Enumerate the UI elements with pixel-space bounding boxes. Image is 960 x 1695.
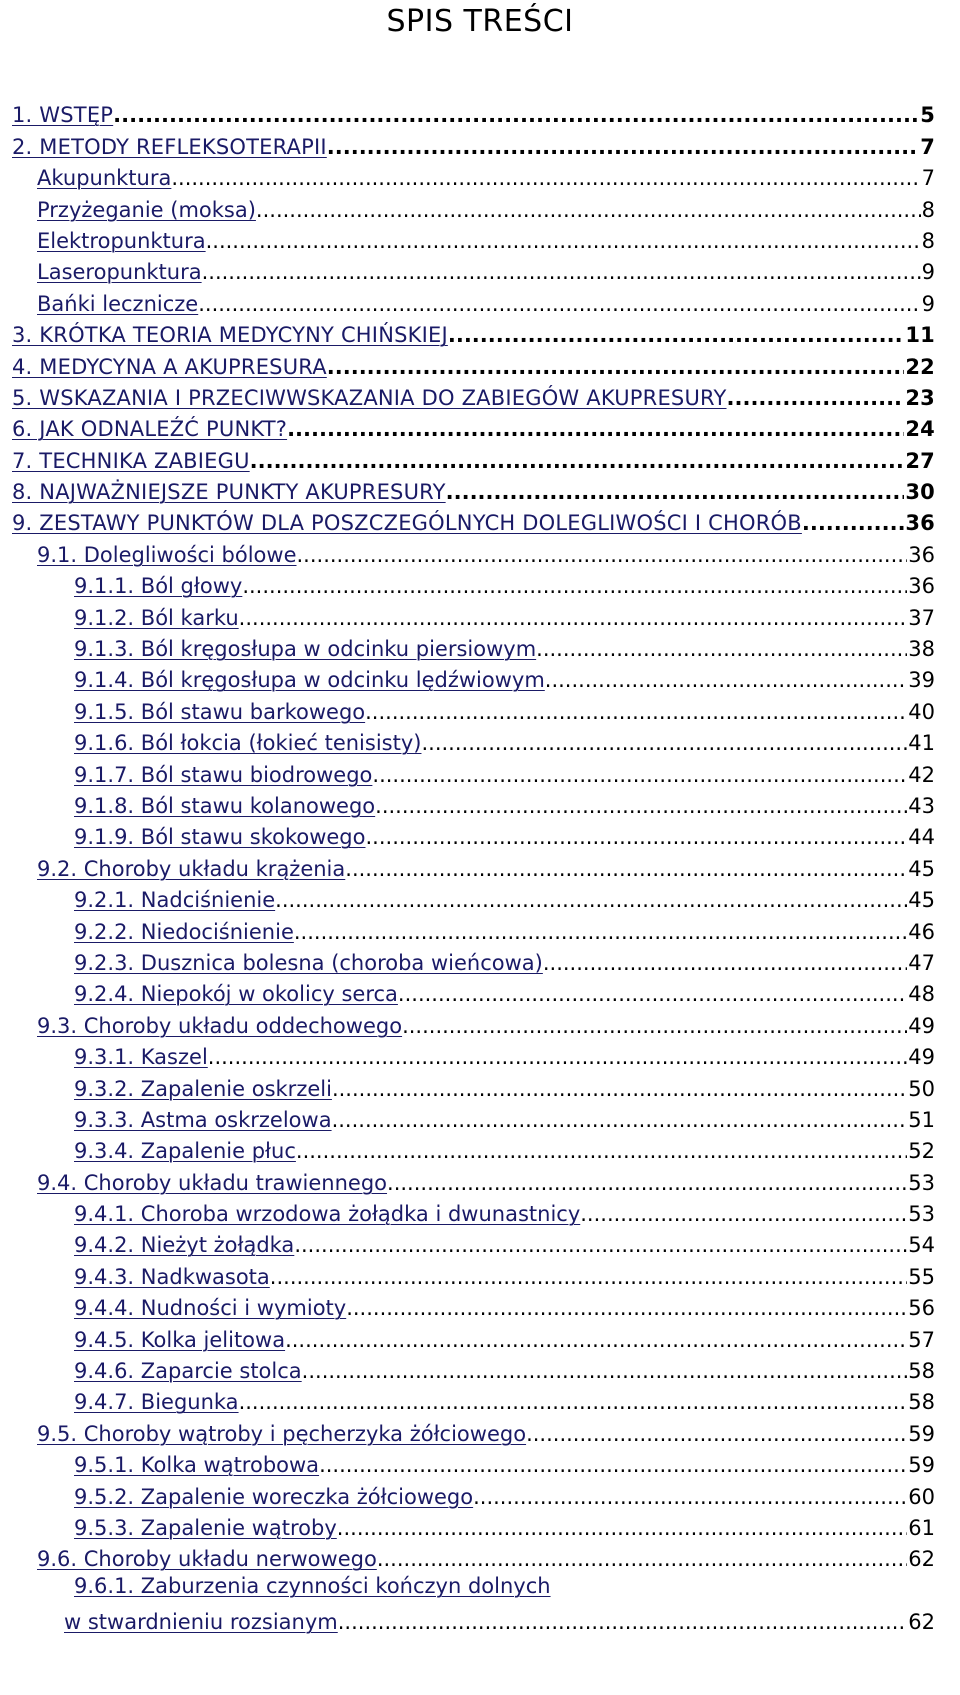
toc-link[interactable]: 9.6. Choroby układu nerwowego xyxy=(37,1547,377,1572)
toc-page-number: 45 xyxy=(908,888,935,913)
toc-page-number: 57 xyxy=(908,1327,935,1352)
toc-leader-dots xyxy=(346,1296,907,1320)
toc-page-number: 23 xyxy=(905,385,935,410)
toc-page-number: 41 xyxy=(908,731,935,756)
toc-entry-9-5-2[interactable] xyxy=(0,1477,960,1508)
toc-page-number: 62 xyxy=(908,1610,935,1635)
toc-page-number: 48 xyxy=(908,982,935,1007)
toc-leader-dots xyxy=(332,1108,908,1132)
toc-page-number: 60 xyxy=(908,1484,935,1509)
toc-entry-9-4-1[interactable] xyxy=(0,1195,960,1226)
toc-leader-dots xyxy=(727,386,905,410)
toc-page-number: 22 xyxy=(905,354,935,379)
toc-page-number: 39 xyxy=(908,668,935,693)
toc-page-number: 56 xyxy=(908,1296,935,1321)
toc-link[interactable]: 9.5.3. Zapalenie wątroby xyxy=(74,1515,337,1540)
toc-link[interactable]: 9.1.3. Ból kręgosłupa w odcinku piersiowym xyxy=(74,637,537,662)
toc-page-number: 7 xyxy=(920,134,935,159)
toc-entry-9-2-1[interactable] xyxy=(0,881,960,912)
toc-entry-9-6[interactable] xyxy=(0,1540,960,1571)
toc-entry-9-2[interactable] xyxy=(0,849,960,880)
toc-link[interactable]: 9. ZESTAWY PUNKTÓW DLA POSZCZEGÓLNYCH DOLEGLIWOŚCI I CHORÓB xyxy=(12,511,802,536)
toc-link[interactable]: 9.2.1. Nadciśnienie xyxy=(74,888,276,913)
toc-entry-9-2-4[interactable] xyxy=(0,975,960,1006)
toc-link[interactable]: 9.1.6. Ból łokcia (łokieć tenisisty) xyxy=(74,731,422,756)
toc-leader-dots xyxy=(171,166,920,190)
toc-link[interactable]: 9.2.2. Niedociśnienie xyxy=(74,919,294,944)
toc-page-number: 36 xyxy=(908,542,935,567)
toc-leader-dots xyxy=(206,229,921,253)
toc-page-number: 59 xyxy=(908,1453,935,1478)
toc-page-number: 61 xyxy=(908,1515,935,1540)
toc-leader-dots xyxy=(580,1202,907,1226)
toc-page-number: 43 xyxy=(908,793,935,818)
toc-page-number: 58 xyxy=(908,1359,935,1384)
toc-page-number: 51 xyxy=(908,1107,935,1132)
toc-entry-9-5-1[interactable] xyxy=(0,1446,960,1477)
toc-leader-dots xyxy=(198,292,920,316)
toc-entry-zestawy[interactable] xyxy=(0,504,960,535)
toc-page-number: 38 xyxy=(908,637,935,662)
toc-entry-technika[interactable] xyxy=(0,441,960,472)
toc-page-number: 54 xyxy=(908,1233,935,1258)
toc-leader-dots xyxy=(545,668,907,692)
toc-link[interactable]: 9.4. Choroby układu trawiennego xyxy=(37,1170,388,1195)
toc-leader-dots xyxy=(387,1171,907,1195)
toc-entry-9-1-3[interactable] xyxy=(0,630,960,661)
toc-entry-laseropunktura[interactable] xyxy=(0,253,960,284)
toc-page-number: 46 xyxy=(908,919,935,944)
toc-leader-dots xyxy=(337,1516,907,1540)
toc-leader-dots xyxy=(526,1422,907,1446)
toc-link[interactable]: Bańki lecznicze xyxy=(37,291,199,316)
toc-leader-dots xyxy=(327,355,905,379)
toc-entry-9-1-7[interactable] xyxy=(0,755,960,786)
toc-page-number: 59 xyxy=(908,1421,935,1446)
toc-link[interactable]: 9.3.3. Astma oskrzelowa xyxy=(74,1107,332,1132)
toc-link[interactable]: 2. METODY REFLEKSOTERAPII xyxy=(12,134,327,159)
toc-leader-dots xyxy=(239,606,908,630)
page-title: SPIS TREŚCI xyxy=(386,4,574,39)
toc-leader-dots xyxy=(285,1328,907,1352)
toc-link[interactable]: 3. KRÓTKA TEORIA MEDYCYNY CHIŃSKIEJ xyxy=(12,323,448,348)
toc-leader-dots xyxy=(421,731,907,755)
toc-link[interactable]: 9.4.1. Choroba wrzodowa żołądka i dwunastnicy xyxy=(74,1202,581,1227)
toc-leader-dots xyxy=(372,763,907,787)
toc-page-number: 55 xyxy=(908,1264,935,1289)
toc-page-number: 58 xyxy=(908,1390,935,1415)
toc-page-number: 62 xyxy=(908,1547,935,1572)
toc-leader-dots xyxy=(448,323,905,347)
toc-leader-dots xyxy=(345,857,907,881)
table-of-contents xyxy=(0,96,960,1634)
toc-leader-dots xyxy=(297,543,908,567)
toc-entry-najwazniejsze[interactable] xyxy=(0,473,960,504)
toc-link[interactable]: 9.4.7. Biegunka xyxy=(74,1390,239,1415)
toc-entry-banki[interactable] xyxy=(0,284,960,315)
toc-leader-dots xyxy=(302,1359,908,1383)
toc-entry-9-3-2[interactable] xyxy=(0,1069,960,1100)
toc-page-number: 24 xyxy=(905,417,935,442)
toc-entry-wstep[interactable] xyxy=(0,96,960,127)
toc-link[interactable]: 9.1.5. Ból stawu barkowego xyxy=(74,699,366,724)
toc-link[interactable]: 9.2.3. Dusznica bolesna (choroba wieńcowa) xyxy=(74,950,543,975)
toc-entry-9-5-3[interactable] xyxy=(0,1509,960,1540)
toc-page-number: 40 xyxy=(908,699,935,724)
toc-link[interactable]: 9.1.9. Ból stawu skokowego xyxy=(74,825,366,850)
toc-entry-9-1-4[interactable] xyxy=(0,661,960,692)
toc-link[interactable]: 9.1.2. Ból karku xyxy=(74,605,239,630)
toc-entry-9-1-1[interactable] xyxy=(0,567,960,598)
toc-leader-dots xyxy=(543,951,907,975)
toc-leader-dots xyxy=(365,700,907,724)
toc-entry-9-2-3[interactable] xyxy=(0,944,960,975)
toc-link[interactable]: 9.3.2. Zapalenie oskrzeli xyxy=(74,1076,332,1101)
toc-link[interactable]: Przyżeganie (moksa) xyxy=(37,197,256,222)
toc-entry-9-4-6[interactable] xyxy=(0,1352,960,1383)
toc-link[interactable]: 9.4.6. Zaparcie stolca xyxy=(74,1359,302,1384)
toc-link[interactable]: 9.4.3. Nadkwasota xyxy=(74,1264,270,1289)
toc-leader-dots xyxy=(402,1014,907,1038)
toc-link[interactable]: 9.1.8. Ból stawu kolanowego xyxy=(74,793,376,818)
toc-leader-dots xyxy=(332,1077,907,1101)
toc-entry-akupunktura[interactable] xyxy=(0,159,960,190)
toc-link[interactable]: 9.3.1. Kaszel xyxy=(74,1045,208,1070)
toc-leader-dots xyxy=(536,637,907,661)
toc-entry-9-1-2[interactable] xyxy=(0,598,960,629)
toc-page-number: 42 xyxy=(908,762,935,787)
toc-leader-dots xyxy=(802,511,905,535)
toc-entry-9-3-3[interactable] xyxy=(0,1101,960,1132)
toc-entry-9-4[interactable] xyxy=(0,1163,960,1194)
toc-entry-medycyna[interactable] xyxy=(0,347,960,378)
toc-leader-dots xyxy=(377,1547,907,1571)
toc-link[interactable]: 9.2. Choroby układu krążenia xyxy=(37,856,346,881)
toc-page-number: 27 xyxy=(905,448,935,473)
toc-entry-9-4-3[interactable] xyxy=(0,1257,960,1288)
toc-leader-dots xyxy=(338,1610,908,1634)
toc-page-number: 52 xyxy=(908,1139,935,1164)
toc-page-number: 7 xyxy=(921,166,935,191)
toc-page-number: 53 xyxy=(908,1170,935,1195)
toc-page-number: 8 xyxy=(921,228,935,253)
toc-entry-teoria[interactable] xyxy=(0,316,960,347)
toc-entry-9-3-1[interactable] xyxy=(0,1038,960,1069)
toc-page-number: 47 xyxy=(908,950,935,975)
toc-leader-dots xyxy=(256,198,921,222)
toc-link[interactable]: 9.5. Choroby wątroby i pęcherzyka żółciowego xyxy=(37,1421,527,1446)
toc-link[interactable]: 6. JAK ODNALEŹĆ PUNKT? xyxy=(12,417,288,442)
toc-link-continuation[interactable]: w stwardnieniu rozsianym xyxy=(64,1610,338,1635)
toc-link[interactable]: 9.1. Dolegliwości bólowe xyxy=(37,542,297,567)
toc-link[interactable]: 9.5.2. Zapalenie woreczka żółciowego xyxy=(74,1484,474,1509)
toc-entry-9-3-4[interactable] xyxy=(0,1132,960,1163)
toc-leader-dots xyxy=(398,982,907,1006)
toc-leader-dots xyxy=(113,103,919,127)
toc-leader-dots xyxy=(208,1045,907,1069)
toc-link[interactable]: 9.1.1. Ból głowy xyxy=(74,574,243,599)
toc-page-number: 53 xyxy=(908,1202,935,1227)
toc-link[interactable]: Elektropunktura xyxy=(37,228,206,253)
toc-link[interactable]: 4. MEDYCYNA A AKUPRESURA xyxy=(12,354,327,379)
toc-link[interactable]: Laseropunktura xyxy=(37,260,202,285)
toc-link[interactable]: 1. WSTĘP xyxy=(12,103,114,128)
toc-leader-dots xyxy=(270,1265,907,1289)
toc-leader-dots xyxy=(327,135,919,159)
toc-entry-9-1-6[interactable] xyxy=(0,724,960,755)
toc-link[interactable]: 9.4.2. Nieżyt żołądka xyxy=(74,1233,295,1258)
toc-link[interactable]: 9.4.5. Kolka jelitowa xyxy=(74,1327,286,1352)
toc-entry-9-1-8[interactable] xyxy=(0,787,960,818)
toc-link[interactable]: 7. TECHNIKA ZABIEGU xyxy=(12,448,250,473)
toc-entry-9-4-2[interactable] xyxy=(0,1226,960,1257)
toc-page-number: 36 xyxy=(905,511,935,536)
toc-page-number: 49 xyxy=(908,1045,935,1070)
toc-page-number: 44 xyxy=(908,825,935,850)
toc-page-number: 8 xyxy=(921,197,935,222)
toc-page-number: 36 xyxy=(908,574,935,599)
toc-entry-9-1[interactable] xyxy=(0,535,960,566)
toc-entry-metody[interactable] xyxy=(0,127,960,158)
toc-entry-jak-odnalezc[interactable] xyxy=(0,410,960,441)
toc-entry-9-4-4[interactable] xyxy=(0,1289,960,1320)
toc-entry-9-2-2[interactable] xyxy=(0,912,960,943)
toc-leader-dots xyxy=(239,1390,908,1414)
toc-entry-9-6-1[interactable] xyxy=(0,1571,960,1634)
toc-leader-dots xyxy=(375,794,907,818)
toc-link[interactable]: 9.3. Choroby układu oddechowego xyxy=(37,1013,403,1038)
toc-link[interactable]: 9.2.4. Niepokój w okolicy serca xyxy=(74,982,398,1007)
toc-page-number: 49 xyxy=(908,1013,935,1038)
toc-leader-dots xyxy=(473,1485,907,1509)
toc-page-number: 11 xyxy=(905,323,935,348)
toc-leader-dots xyxy=(294,920,907,944)
toc-page-number: 9 xyxy=(921,260,935,285)
toc-link[interactable]: 9.1.7. Ból stawu biodrowego xyxy=(74,762,373,787)
toc-link[interactable]: 9.3.4. Zapalenie płuc xyxy=(74,1139,296,1164)
toc-link[interactable]: 9.1.4. Ból kręgosłupa w odcinku lędźwiowym xyxy=(74,668,545,693)
toc-leader-dots xyxy=(202,260,921,284)
toc-entry-9-4-5[interactable] xyxy=(0,1320,960,1351)
toc-page-number: 37 xyxy=(908,605,935,630)
toc-entry-9-1-9[interactable] xyxy=(0,818,960,849)
toc-leader-dots xyxy=(366,825,908,849)
toc-entry-9-3[interactable] xyxy=(0,1006,960,1037)
toc-entry-9-1-5[interactable] xyxy=(0,692,960,723)
toc-entry-9-4-7[interactable] xyxy=(0,1383,960,1414)
toc-leader-dots xyxy=(446,480,905,504)
toc-leader-dots xyxy=(250,449,905,473)
toc-entry-9-5[interactable] xyxy=(0,1414,960,1445)
toc-leader-dots xyxy=(275,888,907,912)
toc-entry-elektropunktura[interactable] xyxy=(0,222,960,253)
toc-link[interactable]: 9.6.1. Zaburzenia czynności kończyn dolnych xyxy=(74,1574,551,1599)
toc-page-number: 30 xyxy=(905,480,935,505)
toc-leader-dots xyxy=(287,417,904,441)
toc-leader-dots xyxy=(296,1139,907,1163)
toc-link[interactable]: 9.5.1. Kolka wątrobowa xyxy=(74,1453,320,1478)
toc-link[interactable]: Akupunktura xyxy=(37,166,172,191)
toc-leader-dots xyxy=(294,1233,907,1257)
toc-link[interactable]: 9.4.4. Nudności i wymioty xyxy=(74,1296,347,1321)
toc-leader-dots xyxy=(319,1453,907,1477)
toc-link[interactable]: 5. WSKAZANIA I PRZECIWWSKAZANIA DO ZABIEGÓW AKUPRESURY xyxy=(12,385,727,410)
toc-page-number: 50 xyxy=(908,1076,935,1101)
toc-entry-wskazania[interactable] xyxy=(0,379,960,410)
toc-page-number: 45 xyxy=(908,856,935,881)
toc-link[interactable]: 8. NAJWAŻNIEJSZE PUNKTY AKUPRESURY xyxy=(12,480,446,505)
toc-page-number: 5 xyxy=(920,103,935,128)
toc-entry-moksa[interactable] xyxy=(0,190,960,221)
toc-page-number: 9 xyxy=(921,291,935,316)
toc-leader-dots xyxy=(242,574,907,598)
